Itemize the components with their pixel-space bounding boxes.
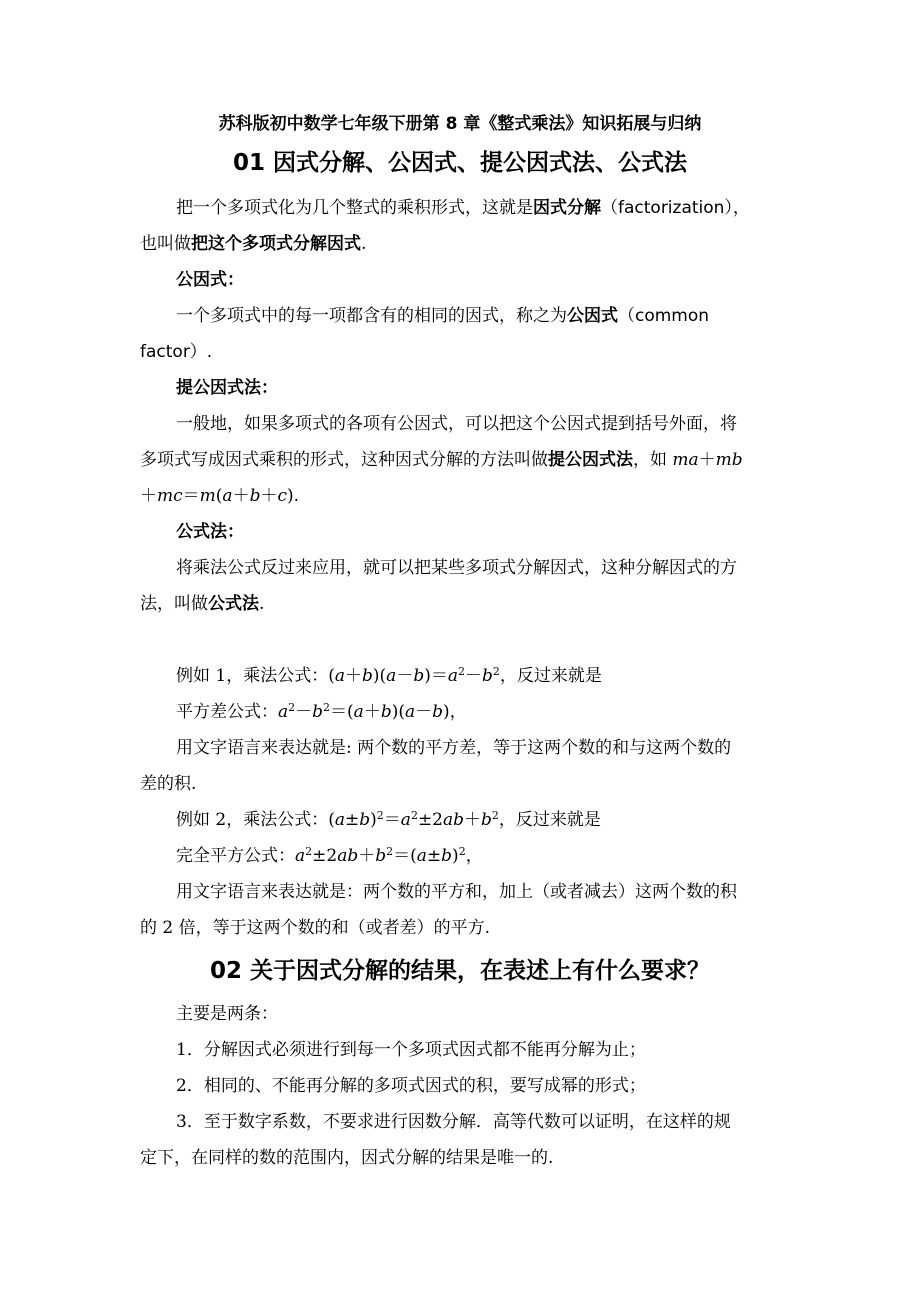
text: 多项式写成因式乘积的形式，这种因式分解的方法叫做 xyxy=(140,450,548,470)
text: （factorization）， xyxy=(601,198,750,218)
extract-factor-line-1: 一般地，如果多项式的各项有公因式，可以把这个公因式提到括号外面，将 xyxy=(176,414,737,434)
difference-of-squares-words-1: 用文字语言来表达就是: 两个数的平方差，等于这两个数的和与这两个数的 xyxy=(176,738,732,758)
text: 例如 1，乘法公式： xyxy=(176,666,329,686)
term-formula-method: 公式法 xyxy=(208,594,259,614)
formula-method-line-2 xyxy=(140,592,264,616)
formula-method-label: 公式法： xyxy=(176,522,244,542)
difference-of-squares-line: 平方差公式：$a^2-b^2=(a+b)(a-b)$， xyxy=(176,701,467,722)
section-2-heading: 02 关于因式分解的结果，在表述上有什么要求？ xyxy=(209,958,710,984)
example-2-line: 例如 2，乘法公式：$(a\pm b)^2=a^2\pm 2ab+b^2$，反过来就是 xyxy=(176,809,601,830)
perfect-square-words-2: 的 2 倍，等于这两个数的和（或者差）的平方. xyxy=(140,918,491,938)
requirement-item-1: 1．分解因式必须进行到每一个多项式因式都不能再分解为止； xyxy=(176,1040,646,1060)
text: ，反过来就是 xyxy=(498,810,601,830)
text: ， xyxy=(465,846,483,866)
common-factor-line-1 xyxy=(176,304,709,328)
perfect-square-line: 完全平方公式：$a^2\pm 2ab+b^2=(a\pm b)^2$， xyxy=(176,845,483,866)
text: . xyxy=(259,594,265,614)
paragraph-factorization-line-1 xyxy=(176,196,750,220)
common-factor-line-2: factor）. xyxy=(140,342,213,362)
term-factor-polynomial: 把这个多项式分解因式 xyxy=(191,234,361,254)
term-extract-factor: 提公因式法 xyxy=(548,450,633,470)
extract-factor-label: 提公因式法： xyxy=(176,378,278,398)
text: . xyxy=(361,234,367,254)
text: 把一个多项式化为几个整式的乘积形式，这就是 xyxy=(176,198,533,218)
text: 完全平方公式： xyxy=(176,846,295,866)
term-common-factor: 公因式 xyxy=(567,306,618,326)
text: 法，叫做 xyxy=(140,594,208,614)
extract-factor-formula: ＋mc＝m(a＋b＋c). xyxy=(140,486,300,506)
text: 一个多项式中的每一项都含有的相同的因式，称之为 xyxy=(176,306,567,326)
difference-of-squares-words-2: 差的积. xyxy=(140,774,197,794)
requirement-item-3-line-2: 定下，在同样的数的范围内，因式分解的结果是唯一的. xyxy=(140,1148,554,1168)
text: （common xyxy=(618,306,710,326)
section-1-heading: 01 因式分解、公因式、提公因式法、公式法 xyxy=(232,150,687,176)
term-factorization: 因式分解 xyxy=(533,198,601,218)
perfect-square-words-1: 用文字语言来表达就是：两个数的平方和，加上（或者减去）这两个数的积 xyxy=(176,882,737,902)
common-factor-label: 公因式： xyxy=(176,270,244,290)
text: ，如 xyxy=(633,450,667,470)
text: 平方差公式： xyxy=(176,702,278,722)
example-1-line: 例如 1，乘法公式：$(a+b)(a-b)=a^2-b^2$，反过来就是 xyxy=(176,665,602,686)
requirement-item-3-line-1: 3．至于数字系数，不要求进行因数分解．高等代数可以证明，在这样的规 xyxy=(176,1112,731,1132)
text: ， xyxy=(449,702,467,722)
paragraph-factorization-line-2 xyxy=(140,232,366,256)
text: 也叫做 xyxy=(140,234,191,254)
text: 例如 2，乘法公式： xyxy=(176,810,329,830)
requirement-item-2: 2．相同的、不能再分解的多项式因式的积，要写成幂的形式； xyxy=(176,1076,646,1096)
text: ，反过来就是 xyxy=(499,666,602,686)
formula-method-line-1: 将乘法公式反过来应用，就可以把某些多项式分解因式，这种分解因式的方 xyxy=(176,558,737,578)
document-title: 苏科版初中数学七年级下册第 8 章《整式乘法》知识拓展与归纳 xyxy=(218,114,702,134)
extract-factor-line-2: 多项式写成因式乘积的形式，这种因式分解的方法叫做提公因式法，如 ma＋mb xyxy=(140,450,743,470)
section-2-intro: 主要是两条： xyxy=(176,1004,278,1024)
